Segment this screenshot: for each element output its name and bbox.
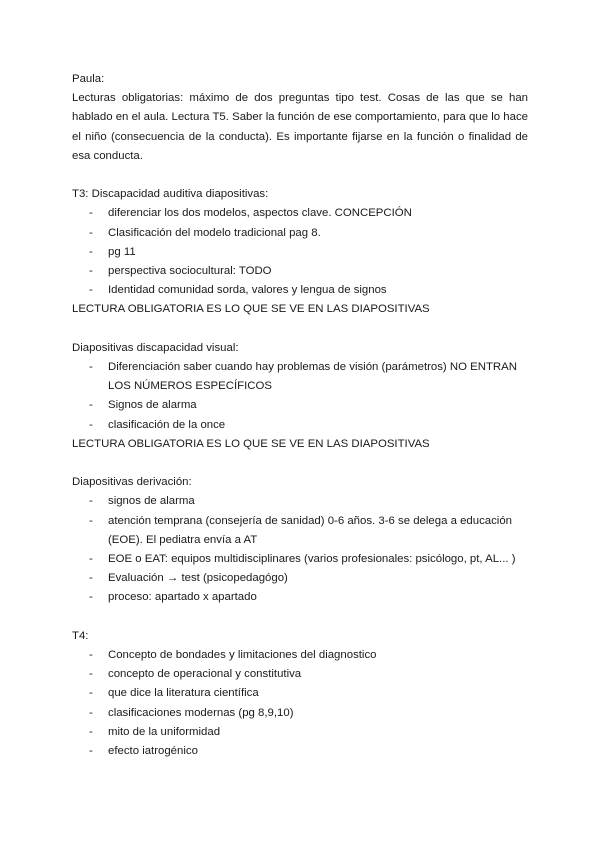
list-item: - Identidad comunidad sorda, valores y lengua de signos bbox=[89, 284, 387, 297]
list-item: - atención temprana (consejería de sanidad) 0-6 años. 3-6 se delega a educación (EOE). El pediatra envía a AT bbox=[89, 514, 513, 546]
list-item: - concepto de operacional y constitutiva bbox=[89, 668, 302, 681]
list-item: - Evaluación → test (psicopedagógo) bbox=[89, 572, 288, 585]
list-item: - signos de alarma bbox=[89, 495, 195, 508]
list-visual bbox=[72, 358, 528, 435]
list-item: - diferenciar los dos modelos, aspectos clave. CONCEPCIÓN bbox=[89, 207, 412, 220]
list-item: - clasificaciones modernas (pg 8,9,10) bbox=[89, 706, 294, 719]
author-name: Paula: bbox=[72, 73, 105, 85]
list-item: - pg 11 bbox=[89, 245, 136, 258]
list-item: - Concepto de bondades y limitaciones del diagnostico bbox=[89, 649, 377, 662]
list-item: - que dice la literatura científica bbox=[89, 687, 259, 700]
list-item: - Signos de alarma bbox=[89, 399, 197, 412]
section-footer-t3: LECTURA OBLIGATORIA ES LO QUE SE VE EN LAS DIAPOSITIVAS bbox=[72, 303, 430, 316]
list-item: - perspectiva sociocultural: TODO bbox=[89, 265, 272, 278]
list-item: - proceso: apartado x apartado bbox=[89, 591, 257, 604]
list-t3 bbox=[72, 204, 528, 300]
section-heading-visual: Diapositivas discapacidad visual: bbox=[72, 341, 239, 354]
list-item: - Diferenciación saber cuando hay problemas de visión (parámetros) NO ENTRAN LOS NÚMEROS ESPECÍFICOS bbox=[89, 361, 517, 393]
list-item: - EOE o EAT: equipos multidisciplinares (varios profesionales: psicólogo, pt, AL... ) bbox=[89, 553, 516, 566]
list-derivacion bbox=[72, 492, 528, 607]
list-item: - clasificación de la once bbox=[89, 418, 226, 431]
section-heading-derivacion: Diapositivas derivación: bbox=[72, 476, 192, 489]
section-heading-t4: T4: bbox=[72, 629, 89, 642]
section-heading-t3: T3: Discapacidad auditiva diapositivas: bbox=[72, 188, 269, 201]
list-t4 bbox=[72, 646, 528, 761]
section-footer-visual: LECTURA OBLIGATORIA ES LO QUE SE VE EN LAS DIAPOSITIVAS bbox=[72, 437, 430, 450]
list-item: - mito de la uniformidad bbox=[89, 725, 221, 738]
list-item: - Clasificación del modelo tradicional pag 8. bbox=[89, 226, 321, 239]
intro-paragraph: Lecturas obligatorias: máximo de dos preguntas tipo test. Cosas de las que se han hablado en el aula. Lectura T5. Saber la función de ese comportamiento, para que lo hace el niño (consecuencia de la conducta). Es importante fijarse en la función o finalidad de esa conducta. bbox=[72, 92, 528, 162]
list-item: - efecto iatrogénico bbox=[89, 745, 198, 758]
